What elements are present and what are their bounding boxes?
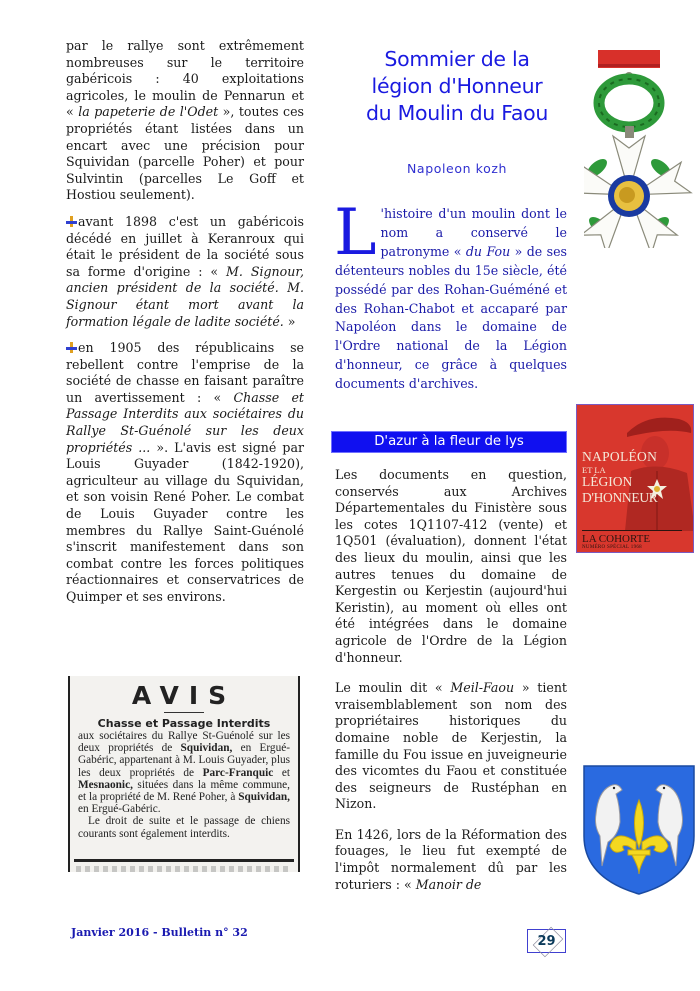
coat-of-arms-image [580, 762, 698, 898]
cut-text-fragment [76, 866, 292, 872]
paragraph-rallye-properties: par le rallye sont extrêmement nombreuses sur le territoire gabéricois : 40 exploitations agricoles, le moulin de Pennarun et « la papeterie de l'Odet », toutes ces propriétés étant listées dans un encart avec une précision pour Squividan (parcelle Poher) et pour Sulvintin (parcelles Le Goff et Hostiou seulement). [66, 38, 304, 203]
bullet-icon [66, 342, 77, 353]
divider [582, 530, 682, 531]
article-intro: L 'histoire d'un moulin dont le nom a conservé le patronyme « du Fou » de ses détenteurs nobles du 15e siècle, été possédé par des Rohan-Guéméné et des Rohan-Chabot et accaparé par Napoléon dans le domaine de l'Ordre national de la Légion d'honneur, ce grâce à quelques documents d'archives. [334, 196, 568, 392]
paragraph-documents: Les documents en question, conservés aux Archives Départementales du Finistère sous les cotes 1Q1107-412 (vente) et 1Q501 (évaluation), donnent l'état des lieux du moulin, ainsi que les autres tenues du domaine de Kergestin ou Kerjestin (aujourd'hui Keristin), au moment où elles ont été intégrées dans le domaine agricole de l'Ordre de la Légion d'honneur. [335, 467, 567, 665]
napoleon-book-cover-image: NAPOLÉON ET LA LÉGION D'HONNEUR LA COHORTE NUMÉRO SPÉCIAL 1968 [576, 404, 694, 553]
bullet-icon [66, 216, 77, 227]
legion-honneur-medal-image [584, 48, 700, 248]
page-number: 29 [527, 929, 566, 953]
paragraph-signour: avant 1898 c'est un gabéricois décédé en juillet à Keranroux qui était le président de la société sous sa forme d'origine : « M. Signour, ancien président de la société. M. Signour étant mort avant la formation légale de ladite société. » [66, 213, 304, 329]
article-author: Napoleon kozh [406, 161, 508, 176]
paragraph-meil-faou: Le moulin dit « Meil-Faou » tient vraisemblablement son nom des propriétaires historiques du domaine noble de Kerjestin, la famille du Fou issue en juveigneurie des vicomtes du Faou et constituée des seigneurs de Rustéphan en Nizon. [335, 680, 567, 812]
divider [74, 859, 294, 862]
paragraph-1426: En 1426, lors de la Réformation des fouages, le lieu fut exempté de l'impôt normalement dû par les roturiers : « Manoir de [335, 826, 567, 892]
divider [164, 712, 204, 713]
avis-body: aux sociétaires du Rallye St-Guénolé sur les deux propriétés de Squividan, en Ergué-Gabéric, appartenant à M. Louis Guyader, plus les deux propriétés de Parc-Franquic et Mesnaonic, situées dans la même commune, et la propriété de M. René Poher, à Squividan, en Ergué-Gabéric. [78, 730, 291, 816]
bulletin-issue: Janvier 2016 - Bulletin n° 32 [71, 926, 248, 939]
avis-body-2: Le droit de suite et le passage de chiens courants sont également interdits. [78, 815, 290, 840]
section-heading: D'azur à la fleur de lys [331, 431, 567, 453]
left-column [66, 38, 304, 616]
paragraph-1905: en 1905 des républicains se rebellent contre l'emprise de la société de chasse en faisant paraître un avertissement : « Chasse et Passage Interdits aux sociétaires du Rallye St-Guénolé sur les deux propriétés ... ». L'avis est signé par Louis Guyader (1842-1920), agriculteur au village du Squividan, et son voisin René Poher. Le combat de Louis Guyader contre les membres du Rallye Saint-Guénolé s'inscrit manifestement dans son combat contre les forces politiques réactionnaires et conservatrices de Quimper et ses environs. [66, 340, 304, 604]
right-column [335, 467, 567, 907]
avis-headline: Chasse et Passage Interdits [97, 717, 271, 730]
avis-title: AVIS [131, 681, 237, 710]
article-title: Sommier de la légion d'Honneur du Moulin du Faou [365, 47, 549, 125]
drop-cap: L [334, 196, 377, 270]
avis-newspaper-clipping [68, 676, 300, 872]
napoleon-figure [617, 411, 694, 531]
